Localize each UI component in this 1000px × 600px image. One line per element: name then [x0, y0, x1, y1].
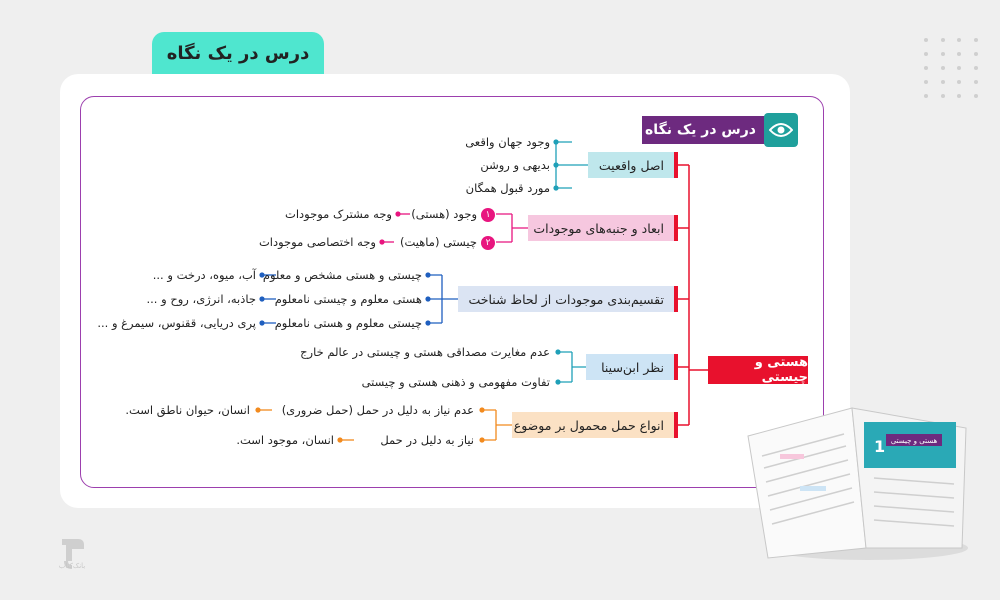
header-tab: درس در یک نگاه [152, 32, 324, 74]
leaf-item [411, 206, 495, 222]
leaf-detail: پری دریایی، ققنوس، سیمرغ و ... [97, 316, 256, 330]
leaf-text: نیاز به دلیل در حمل [380, 433, 474, 447]
leaf-text: عدم مغایرت مصداقی هستی و چیستی در عالم خارج [300, 345, 550, 359]
leaf-text: چیستی و هستی مشخص و معلوم [262, 268, 422, 282]
leaf-item [400, 234, 495, 250]
book-cover-number: 1 [874, 437, 886, 456]
branch-avicenna: نظر ابن‌سینا [586, 354, 678, 380]
leaf-text: چیستی معلوم و هستی نامعلوم [274, 316, 422, 330]
leaf-text: هستی معلوم و چیستی نامعلوم [274, 292, 422, 306]
book-cover-title: هستی و چیستی [890, 437, 938, 445]
leaf-detail: انسان، موجود است. [236, 433, 334, 447]
leaf-text: وجود (هستی) [411, 207, 477, 221]
branch-classification: تقسیم‌بندی موجودات از لحاظ شناخت [458, 286, 678, 312]
branch-reality-principle: اصل واقعیت [588, 152, 678, 178]
leaf-text: عدم نیاز به دلیل در حمل (حمل ضروری) [281, 403, 474, 417]
eye-icon [764, 113, 798, 147]
leaf-text: مورد قبول همگان [465, 181, 550, 195]
branch-dimensions: ابعاد و جنبه‌های موجودات [528, 215, 678, 241]
leaf-detail: وجه اختصاصی موجودات [258, 235, 376, 249]
leaf-text: وجود جهان واقعی [465, 135, 550, 149]
root-node: هستی و چیستی [708, 356, 808, 384]
diagram-title: درس در یک نگاه [642, 116, 792, 144]
number-badge: ۲ [481, 236, 495, 250]
leaf-text: تفاوت مفهومی و ذهنی هستی و چیستی [361, 375, 550, 389]
number-badge: ۱ [481, 208, 495, 222]
leaf-detail: وجه مشترک موجودات [285, 207, 392, 221]
branch-predication: انواع حمل محمول بر موضوع [512, 412, 678, 438]
leaf-text: چیستی (ماهیت) [399, 235, 477, 249]
leaf-detail: انسان، حیوان ناطق است. [125, 403, 250, 417]
leaf-text: بدیهی و روشن [480, 158, 550, 172]
leaf-detail: آب، میوه، درخت و ... [152, 268, 256, 282]
brand-name: بانک‌کتاب [58, 562, 86, 570]
open-book-illustration [740, 398, 980, 568]
leaf-detail: جاذبه، انرژی، روح و ... [146, 292, 256, 306]
